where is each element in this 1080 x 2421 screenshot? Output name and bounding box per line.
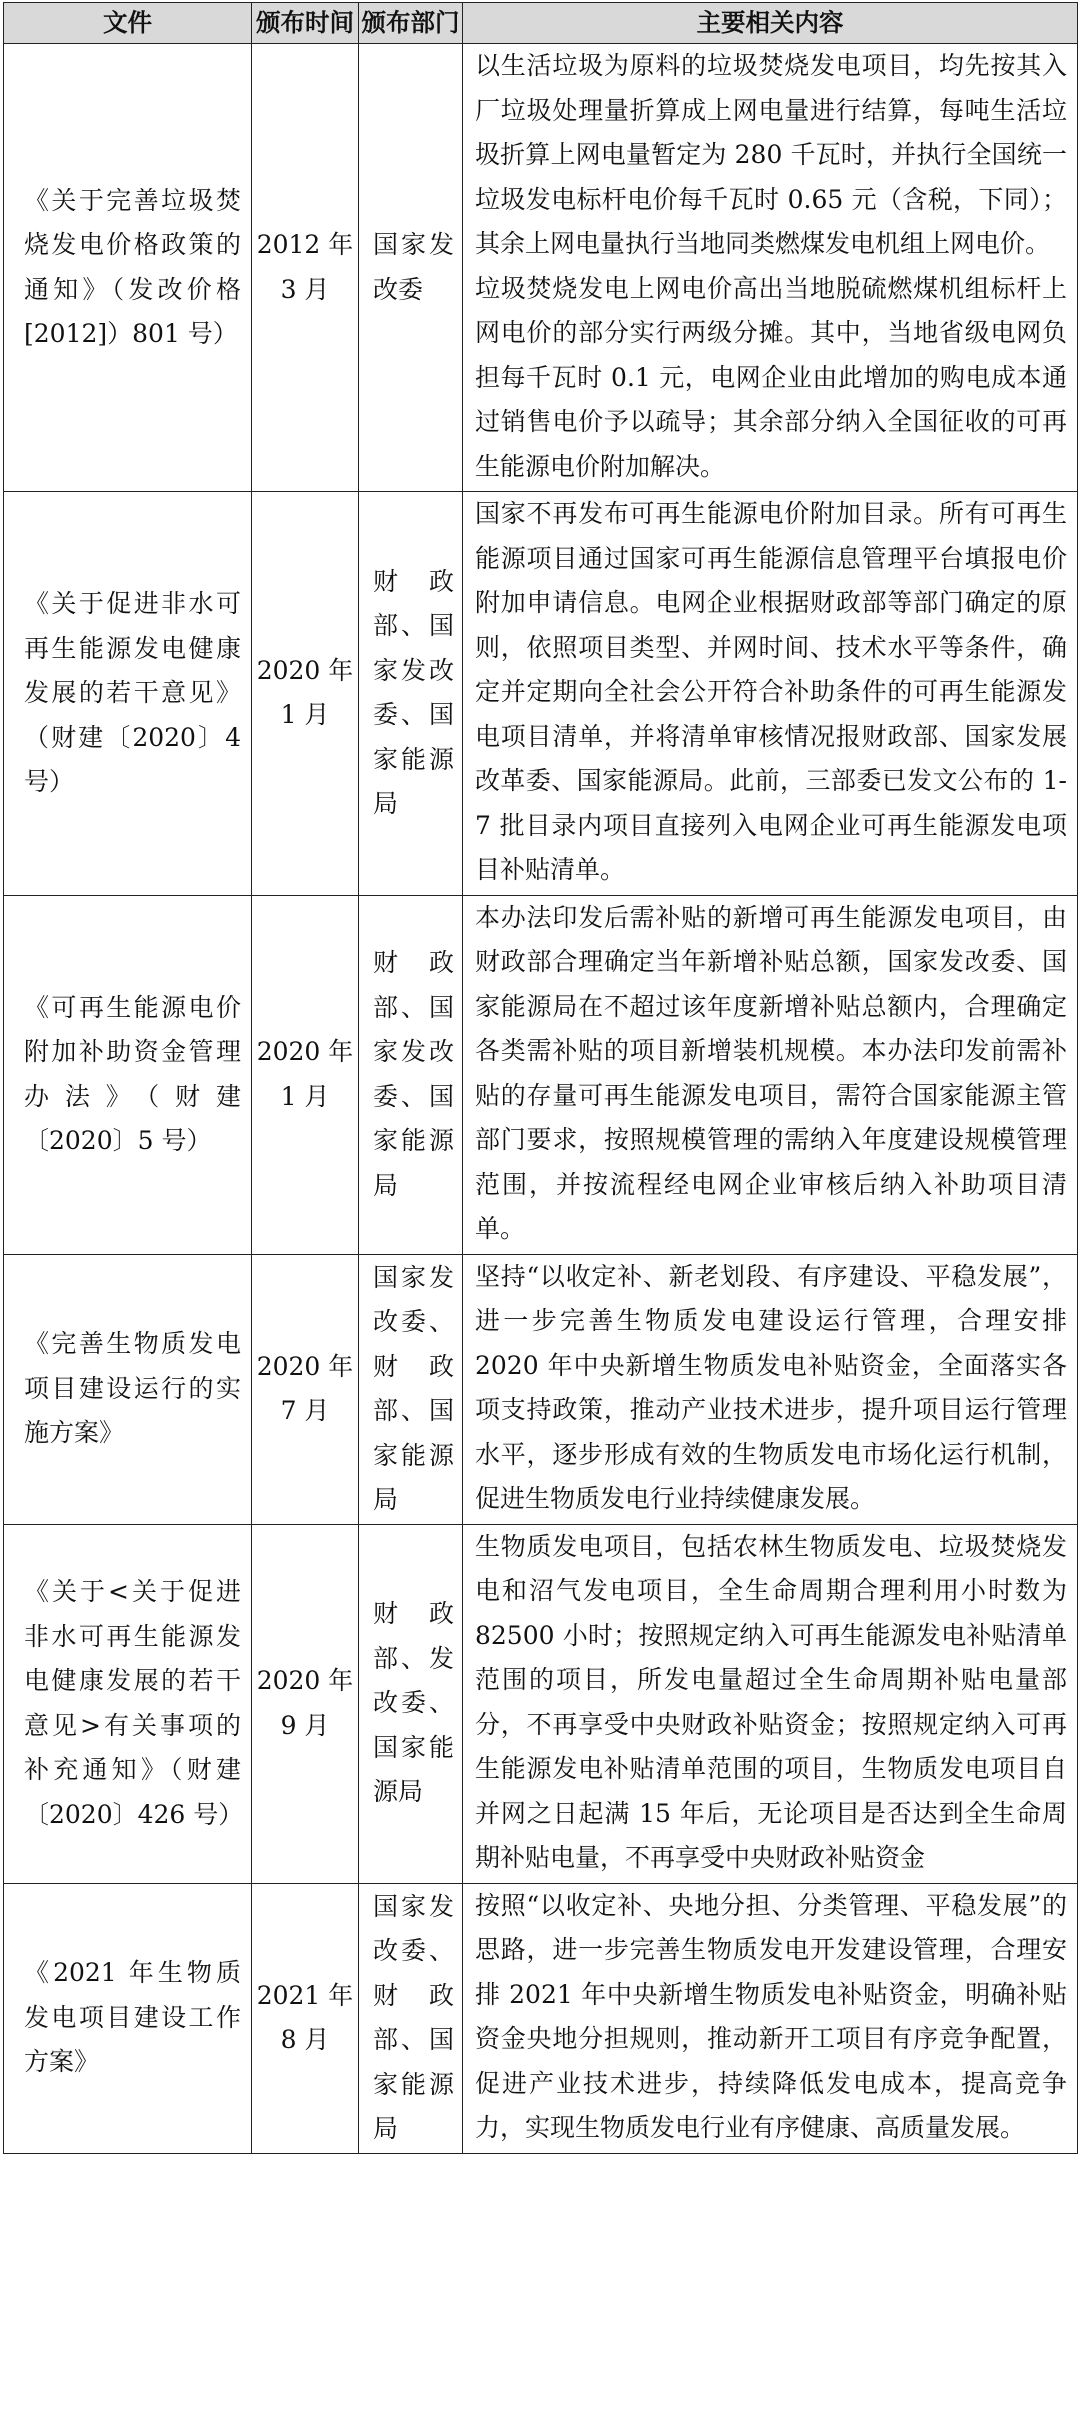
content-cell bbox=[463, 1524, 1078, 1883]
department-cell: 财政部、国家发改委、国家能源局 bbox=[359, 895, 463, 1254]
department-cell: 国家发改委、财政部、国家能源局 bbox=[359, 1883, 463, 2153]
content-paragraph: 垃圾焚烧发电上网电价高出当地脱硫燃煤机组标杆上网电价的部分实行两级分摊。其中，当地省级电网负担每千瓦时 0.1 元，电网企业由此增加的购电成本通过销售电价予以疏导；其余部分纳入全国征收的可再生能源电价附加解决。 bbox=[475, 273, 1067, 481]
table-row bbox=[4, 44, 1078, 492]
content-paragraph: 本办法印发后需补贴的新增可再生能源发电项目，由财政部合理确定当年新增补贴总额，国家发改委、国家能源局在不超过该年度新增补贴总额内，合理确定各类需补贴的项目新增装机规模。本办法印发前需补贴的存量可再生能源发电项目，需符合国家能源主管部门要求，按照规模管理的需纳入年度建设规模管理范围，并按流程经电网企业审核后纳入补助项目清单。 bbox=[475, 902, 1067, 1243]
date-cell: 2012 年 3 月 bbox=[252, 44, 359, 492]
content-paragraph: 国家不再发布可再生能源电价附加目录。所有可再生能源项目通过国家可再生能源信息管理平台填报电价附加申请信息。电网企业根据财政部等部门确定的原则，依照项目类型、并网时间、技术水平等条件，确定并定期向全社会公开符合补助条件的可再生能源发电项目清单，并将清单审核情况报财政部、国家发展改革委、国家能源局。此前，三部委已发文公布的 1-7 批目录内项目直接列入电网企业可再生能源发电项目补贴清单。 bbox=[475, 499, 1067, 884]
content-cell bbox=[463, 1254, 1078, 1524]
header-document: 文件 bbox=[4, 3, 252, 44]
date-cell: 2020 年 1 月 bbox=[252, 492, 359, 896]
date-cell: 2020 年 1 月 bbox=[252, 895, 359, 1254]
department-cell: 财政部、发改委、国家能源局 bbox=[359, 1524, 463, 1883]
table-row bbox=[4, 895, 1078, 1254]
department-cell: 国家发改委 bbox=[359, 44, 463, 492]
table-row bbox=[4, 1254, 1078, 1524]
content-cell bbox=[463, 895, 1078, 1254]
header-content: 主要相关内容 bbox=[463, 3, 1078, 44]
content-cell bbox=[463, 1883, 1078, 2153]
date-cell: 2020 年 7 月 bbox=[252, 1254, 359, 1524]
content-cell bbox=[463, 492, 1078, 896]
table-header-row bbox=[4, 3, 1078, 44]
table-row bbox=[4, 1524, 1078, 1883]
header-date: 颁布时间 bbox=[252, 3, 359, 44]
document-cell: 《关于完善垃圾焚烧发电价格政策的通知》（发改价格[2012]）801 号） bbox=[4, 44, 252, 492]
date-cell: 2020 年 9 月 bbox=[252, 1524, 359, 1883]
document-cell: 《关于促进非水可再生能源发电健康发展的若干意见》（财建〔2020〕4 号） bbox=[4, 492, 252, 896]
document-cell: 《2021 年生物质发电项目建设工作方案》 bbox=[4, 1883, 252, 2153]
document-cell: 《完善生物质发电项目建设运行的实施方案》 bbox=[4, 1254, 252, 1524]
content-cell bbox=[463, 44, 1078, 492]
content-paragraph: 生物质发电项目，包括农林生物质发电、垃圾焚烧发电和沼气发电项目，全生命周期合理利用小时数为 82500 小时；按照规定纳入可再生能源发电补贴清单范围的项目，所发电量超过全生命周期补贴电量部分，不再享受中央财政补贴资金；按照规定纳入可再生能源发电补贴清单范围的项目，生物质发电项目自并网之日起满 15 年后，无论项目是否达到全生命周期补贴电量，不再享受中央财政补贴资金 bbox=[475, 1531, 1067, 1872]
table-row bbox=[4, 492, 1078, 896]
content-paragraph: 坚持“以收定补、新老划段、有序建设、平稳发展”，进一步完善生物质发电建设运行管理，合理安排 2020 年中央新增生物质发电补贴资金，全面落实各项支持政策，推动产业技术进步，提升项目运行管理水平，逐步形成有效的生物质发电市场化运行机制，促进生物质发电行业持续健康发展。 bbox=[475, 1261, 1067, 1513]
department-cell: 财政部、国家发改委、国家能源局 bbox=[359, 492, 463, 896]
document-cell: 《可再生能源电价附加补助资金管理办法》（财建〔2020〕5 号） bbox=[4, 895, 252, 1254]
table-row bbox=[4, 1883, 1078, 2153]
department-cell: 国家发改委、财政部、国家能源局 bbox=[359, 1254, 463, 1524]
policy-table bbox=[3, 2, 1078, 2154]
header-department: 颁布部门 bbox=[359, 3, 463, 44]
date-cell: 2021 年 8 月 bbox=[252, 1883, 359, 2153]
content-paragraph: 按照“以收定补、央地分担、分类管理、平稳发展”的思路，进一步完善生物质发电开发建设管理，合理安排 2021 年中央新增生物质发电补贴资金，明确补贴资金央地分担规则，推动新开工项目有序竞争配置，促进产业技术进步，持续降低发电成本，提高竞争力，实现生物质发电行业有序健康、高质量发展。 bbox=[475, 1890, 1067, 2142]
content-paragraph: 以生活垃圾为原料的垃圾焚烧发电项目，均先按其入厂垃圾处理量折算成上网电量进行结算，每吨生活垃圾折算上网电量暂定为 280 千瓦时，并执行全国统一垃圾发电标杆电价每千瓦时 0.65 元（含税，下同）；其余上网电量执行当地同类燃煤发电机组上网电价。 bbox=[475, 51, 1067, 258]
document-cell: 《关于<关于促进非水可再生能源发电健康发展的若干意见>有关事项的补充通知》（财建〔2020〕426 号） bbox=[4, 1524, 252, 1883]
